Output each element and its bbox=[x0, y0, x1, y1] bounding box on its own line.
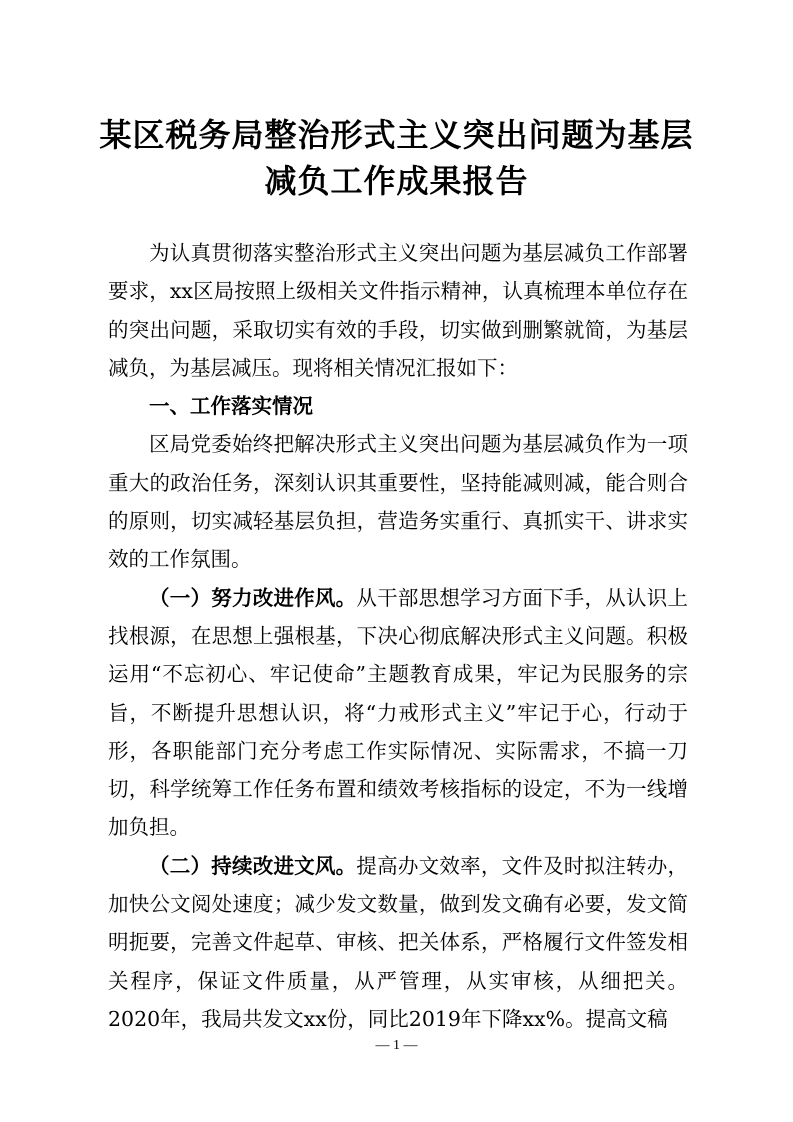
item-2-lead: （二）持续改进文风。 bbox=[149, 853, 357, 878]
item-2-paragraph bbox=[108, 847, 688, 1038]
page-number: — 1 — bbox=[375, 1038, 418, 1053]
section-heading: 一、工作落实情况 bbox=[149, 394, 313, 419]
title-line-2: 减负工作成果报告 bbox=[264, 162, 529, 200]
section-paragraph: 区局党委始终把解决形式主义突出问题为基层减负作为一项重大的政治任务，深刻认识其重要性，坚持能减则减，能合则合的原则，切实减轻基层负担，营造务实重行、真抓实干、讲求实效的工作氛围。 bbox=[108, 432, 688, 572]
intro-paragraph: 为认真贯彻落实整治形式主义突出问题为基层减负工作部署要求，xx区局按照上级相关文件指示精神，认真梳理本单位存在的突出问题，采取切实有效的手段，切实做到删繁就简，为基层减负，为基层减压。现将相关情况汇报如下： bbox=[108, 241, 688, 380]
title-line-1: 某区税务局整治形式主义突出问题为基层 bbox=[99, 116, 694, 154]
document-body bbox=[108, 234, 688, 1038]
item-1-lead: （一）努力改进作风。 bbox=[149, 585, 357, 610]
item-2-text: 提高办文效率，文件及时拟注转办，加快公文阅处速度；减少发文数量，做到发文确有必要，发文简明扼要，完善文件起草、审核、把关体系，严格履行文件签发相关程序，保证文件质量，从严管理，从实审核，从细把关。2020年，我局共发文xx份，同比2019年下降xx%。提高文稿 bbox=[108, 853, 689, 1031]
document-title bbox=[60, 112, 733, 204]
item-1-paragraph bbox=[108, 579, 688, 847]
item-1-text: 从干部思想学习方面下手，从认识上找根源，在思想上强根基，下决心彻底解决形式主义问题。积极运用“不忘初心、牢记使命”主题教育成果，牢记为民服务的宗旨，不断提升思想认识，将“力戒形式主义”牢记于心，行动于形，各职能部门充分考虑工作实际情况、实际需求，不搞一刀切，科学统筹工作任务布置和绩效考核指标的设定，不为一线增加负担。 bbox=[108, 585, 689, 840]
